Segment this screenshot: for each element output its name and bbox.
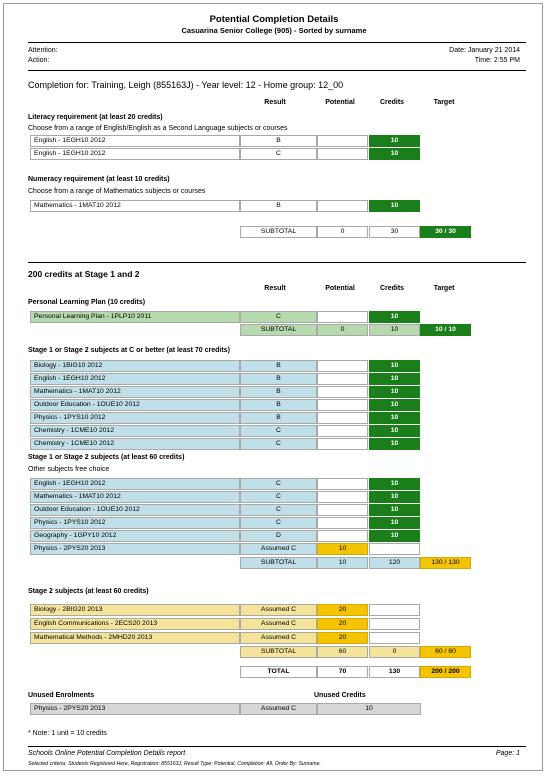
subject-cell: Mathematical Methods - 2MHD20 2013 <box>30 632 240 644</box>
subject-cell: Physics - 1PYS10 2012 <box>30 412 240 424</box>
result-cell: Assumed C <box>240 632 317 644</box>
total-credits: 130 <box>369 666 420 678</box>
subject-cell: Outdoor Education - 1OUE10 2012 <box>30 504 240 516</box>
s60-heading: Stage 1 or Stage 2 subjects (at least 60 credits) <box>28 454 185 461</box>
subject-cell: English Communications - 2ECS20 2013 <box>30 618 240 630</box>
credits-cell: 10 <box>369 491 420 503</box>
col-result: Result <box>264 285 286 292</box>
literacy-note: Choose from a range of English/English as a Second Language subjects or courses <box>28 125 288 132</box>
cbetter-heading: Stage 1 or Stage 2 subjects at C or better (at least 70 credits) <box>28 347 230 354</box>
report-time: Time: 2:55 PM <box>474 57 520 64</box>
report-date: Date: January 21 2014 <box>449 47 520 54</box>
total-target: 200 / 200 <box>420 666 471 678</box>
credits-cell: 10 <box>369 504 420 516</box>
subtotal-target: 30 / 30 <box>420 226 471 238</box>
col-credits: Credits <box>379 285 405 292</box>
result-cell: Assumed C <box>240 703 317 715</box>
subtotal-credits: 30 <box>369 226 420 238</box>
credits-cell <box>369 604 420 616</box>
plp-heading: Personal Learning Plan (10 credits) <box>28 299 146 306</box>
subject-cell: Physics - 2PYS20 2013 <box>30 543 240 555</box>
result-cell: B <box>240 200 317 212</box>
subject-cell: Chemistry - 1CME10 2012 <box>30 438 240 450</box>
subject-cell: English - 1EGH10 2012 <box>30 135 240 147</box>
potential-cell <box>317 438 368 450</box>
subject-cell: Outdoor Education - 1OUE10 2012 <box>30 399 240 411</box>
subtotal-label: SUBTOTAL <box>240 646 317 658</box>
info-rule <box>28 70 526 71</box>
subject-cell: Biology - 1BIG10 2012 <box>30 360 240 372</box>
action-label: Action: <box>28 57 50 64</box>
subject-cell: Biology - 2BIG20 2013 <box>30 604 240 616</box>
subject-cell: Physics - 1PYS10 2012 <box>30 517 240 529</box>
credits-cell: 10 <box>369 360 420 372</box>
potential-cell <box>317 311 368 323</box>
subtotal-potential: 0 <box>317 324 368 336</box>
credits-cell: 10 <box>369 478 420 490</box>
credits-cell: 10 <box>369 530 420 542</box>
subject-cell: English - 1EGH10 2012 <box>30 148 240 160</box>
subtotal-credits: 10 <box>369 324 420 336</box>
total-potential: 70 <box>317 666 368 678</box>
credits-cell: 10 <box>369 135 420 147</box>
subtotal-label: SUBTOTAL <box>240 557 317 569</box>
result-cell: B <box>240 386 317 398</box>
subject-cell: Mathematics - 1MAT10 2012 <box>30 200 240 212</box>
result-cell: B <box>240 399 317 411</box>
attention-label: Attention: <box>28 47 58 54</box>
credits-cell <box>369 543 420 555</box>
result-cell: B <box>240 412 317 424</box>
subtotal-potential: 60 <box>317 646 368 658</box>
potential-cell <box>317 412 368 424</box>
col-unused-credits: Unused Credits <box>314 692 366 699</box>
credits-cell: 10 <box>369 412 420 424</box>
credits-cell: 10 <box>369 311 420 323</box>
subtotal-target: 130 / 130 <box>420 557 471 569</box>
subject-cell: Mathematics - 1MAT10 2012 <box>30 386 240 398</box>
s60-note: Other subjects free choice <box>28 466 110 473</box>
subject-cell: Mathematics - 1MAT10 2012 <box>30 491 240 503</box>
potential-cell <box>317 425 368 437</box>
footer-rule <box>28 746 526 747</box>
result-cell: C <box>240 438 317 450</box>
footer-criteria: Selected criteria: Students Registered Here, Registration: 855163J, Result Type: Potential, Completion: All, Order By: Surname. <box>28 761 321 767</box>
credits-cell: 10 <box>369 399 420 411</box>
s2-heading: Stage 2 subjects (at least 60 credits) <box>28 588 149 595</box>
col-potential: Potential <box>325 285 355 292</box>
potential-cell <box>317 135 368 147</box>
potential-cell <box>317 478 368 490</box>
result-cell: C <box>240 491 317 503</box>
stage-heading: 200 credits at Stage 1 and 2 <box>28 269 140 279</box>
potential-cell <box>317 504 368 516</box>
credits-cell: 10 <box>369 148 420 160</box>
credits-cell: 10 <box>369 200 420 212</box>
footer-page: Page: 1 <box>495 750 520 757</box>
completion-for: Completion for: Training, Leigh (855163J) - Year level: 12 - Home group: 12_00 <box>28 80 344 90</box>
result-cell: C <box>240 478 317 490</box>
credits-cell: 10 <box>369 517 420 529</box>
subtotal-label: SUBTOTAL <box>240 324 317 336</box>
unused-credits-cell: 10 <box>317 703 421 715</box>
footnote: * Note: 1 unit = 10 credits <box>28 730 107 737</box>
credits-cell: 10 <box>369 425 420 437</box>
section-rule <box>28 262 526 263</box>
report-page <box>3 3 543 771</box>
potential-cell <box>317 530 368 542</box>
subtotal-target: 10 / 10 <box>420 324 471 336</box>
numeracy-heading: Numeracy requirement (at least 10 credits) <box>28 176 170 183</box>
subtotal-credits: 120 <box>369 557 420 569</box>
report-subtitle: Casuarina Senior College (905) - Sorted by surname <box>181 26 367 35</box>
subtotal-credits: 0 <box>369 646 420 658</box>
col-target: Target <box>433 285 455 292</box>
result-cell: C <box>240 517 317 529</box>
potential-cell: 20 <box>317 604 368 616</box>
subject-cell: Geography - 1GPY10 2012 <box>30 530 240 542</box>
col-potential: Potential <box>325 99 355 106</box>
report-title: Potential Completion Details <box>209 14 339 25</box>
numeracy-note: Choose from a range of Mathematics subjects or courses <box>28 188 206 195</box>
potential-cell: 10 <box>317 543 368 555</box>
subject-cell: English - 1EGH10 2012 <box>30 373 240 385</box>
result-cell: Assumed C <box>240 543 317 555</box>
result-cell: D <box>240 530 317 542</box>
potential-cell <box>317 386 368 398</box>
credits-cell <box>369 632 420 644</box>
literacy-heading: Literacy requirement (at least 20 credits) <box>28 114 163 121</box>
header-rule <box>28 42 526 43</box>
result-cell: C <box>240 425 317 437</box>
col-credits: Credits <box>379 99 405 106</box>
result-cell: C <box>240 311 317 323</box>
unused-heading: Unused Enrolments <box>28 692 95 699</box>
result-cell: Assumed C <box>240 604 317 616</box>
col-target: Target <box>433 99 455 106</box>
total-label: TOTAL <box>240 666 317 678</box>
credits-cell <box>369 618 420 630</box>
credits-cell: 10 <box>369 373 420 385</box>
potential-cell <box>317 517 368 529</box>
potential-cell <box>317 360 368 372</box>
subject-cell: English - 1EGH10 2012 <box>30 478 240 490</box>
result-cell: Assumed C <box>240 618 317 630</box>
footer-report-name: Schools Online Potential Completion Details report <box>28 750 186 757</box>
potential-cell <box>317 399 368 411</box>
potential-cell <box>317 373 368 385</box>
potential-cell <box>317 200 368 212</box>
result-cell: C <box>240 504 317 516</box>
subject-cell: Physics - 2PYS20 2013 <box>30 703 240 715</box>
subject-cell: Chemistry - 1CME10 2012 <box>30 425 240 437</box>
credits-cell: 10 <box>369 438 420 450</box>
col-result: Result <box>264 99 286 106</box>
potential-cell <box>317 148 368 160</box>
subtotal-potential: 0 <box>317 226 368 238</box>
result-cell: B <box>240 373 317 385</box>
potential-cell: 20 <box>317 618 368 630</box>
subtotal-label: SUBTOTAL <box>240 226 317 238</box>
subject-cell: Personal Learning Plan - 1PLP10 2011 <box>30 311 240 323</box>
potential-cell <box>317 491 368 503</box>
potential-cell: 20 <box>317 632 368 644</box>
credits-cell: 10 <box>369 386 420 398</box>
result-cell: C <box>240 148 317 160</box>
subtotal-potential: 10 <box>317 557 368 569</box>
subtotal-target: 60 / 60 <box>420 646 471 658</box>
result-cell: B <box>240 135 317 147</box>
result-cell: B <box>240 360 317 372</box>
